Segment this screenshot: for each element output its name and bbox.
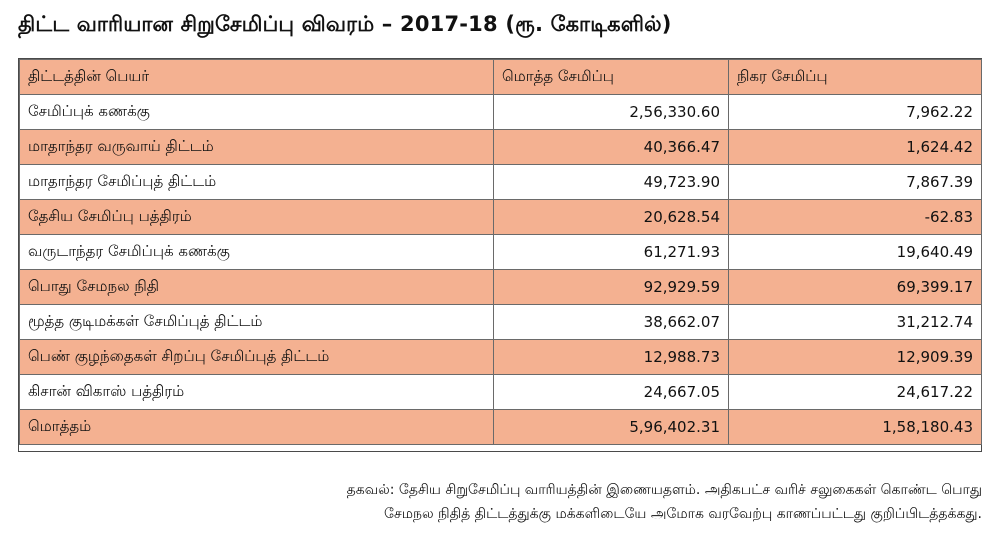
scheme-name-cell: வருடாந்தர சேமிப்புக் கணக்கு xyxy=(20,235,494,270)
header-total-savings: மொத்த சேமிப்பு xyxy=(494,60,729,95)
table-row xyxy=(20,375,982,410)
table-row xyxy=(20,95,982,130)
savings-table xyxy=(18,58,982,452)
net-savings-cell: 69,399.17 xyxy=(729,270,982,305)
total-savings-cell: 2,56,330.60 xyxy=(494,95,729,130)
total-savings-cell: 20,628.54 xyxy=(494,200,729,235)
net-savings-cell: 1,624.42 xyxy=(729,130,982,165)
header-net-savings: நிகர சேமிப்பு xyxy=(729,60,982,95)
header-scheme-name: திட்டத்தின் பெயர் xyxy=(20,60,494,95)
total-savings-cell: 92,929.59 xyxy=(494,270,729,305)
footnote-line-1: தகவல்: தேசிய சிறுசேமிப்பு வாரியத்தின் இணையதளம். அதிகபட்ச வரிச் சலுகைகள் கொண்ட பொது xyxy=(346,482,982,498)
scheme-name-cell: சேமிப்புக் கணக்கு xyxy=(20,95,494,130)
net-savings-cell: 24,617.22 xyxy=(729,375,982,410)
net-savings-cell: 7,962.22 xyxy=(729,95,982,130)
source-footnote xyxy=(202,478,982,526)
scheme-name-cell: பொது சேமநல நிதி xyxy=(20,270,494,305)
scheme-name-cell: மாதாந்தர சேமிப்புத் திட்டம் xyxy=(20,165,494,200)
total-savings-cell: 40,366.47 xyxy=(494,130,729,165)
scheme-name-cell: மூத்த குடிமக்கள் சேமிப்புத் திட்டம் xyxy=(20,305,494,340)
grand-total-savings-cell: 5,96,402.31 xyxy=(494,410,729,445)
scheme-name-cell: மாதாந்தர வருவாய் திட்டம் xyxy=(20,130,494,165)
total-savings-cell: 61,271.93 xyxy=(494,235,729,270)
total-label-cell: மொத்தம் xyxy=(20,410,494,445)
table-row xyxy=(20,165,982,200)
table-header-row xyxy=(20,60,982,95)
net-savings-cell: -62.83 xyxy=(729,200,982,235)
net-savings-cell: 7,867.39 xyxy=(729,165,982,200)
total-savings-cell: 38,662.07 xyxy=(494,305,729,340)
scheme-name-cell: கிசான் விகாஸ் பத்திரம் xyxy=(20,375,494,410)
table-row xyxy=(20,200,982,235)
total-savings-cell: 24,667.05 xyxy=(494,375,729,410)
net-savings-cell: 12,909.39 xyxy=(729,340,982,375)
table-row xyxy=(20,130,982,165)
table-total-row xyxy=(20,410,982,445)
scheme-name-cell: பெண் குழந்தைகள் சிறப்பு சேமிப்புத் திட்டம் xyxy=(20,340,494,375)
net-savings-cell: 19,640.49 xyxy=(729,235,982,270)
page-title: திட்ட வாரியான சிறுசேமிப்பு விவரம் – 2017-18 (ரூ. கோடிகளில்) xyxy=(18,12,672,36)
grand-net-savings-cell: 1,58,180.43 xyxy=(729,410,982,445)
scheme-name-cell: தேசிய சேமிப்பு பத்திரம் xyxy=(20,200,494,235)
total-savings-cell: 49,723.90 xyxy=(494,165,729,200)
table-row xyxy=(20,305,982,340)
table-row xyxy=(20,340,982,375)
net-savings-cell: 31,212.74 xyxy=(729,305,982,340)
total-savings-cell: 12,988.73 xyxy=(494,340,729,375)
footnote-line-2: சேமநல நிதித் திட்டத்துக்கு மக்களிடையே அமோக வரவேற்பு காணப்பட்டது குறிப்பிடத்தக்கது. xyxy=(384,506,982,522)
table-row xyxy=(20,270,982,305)
table-row xyxy=(20,235,982,270)
savings-table-grid xyxy=(19,59,982,445)
